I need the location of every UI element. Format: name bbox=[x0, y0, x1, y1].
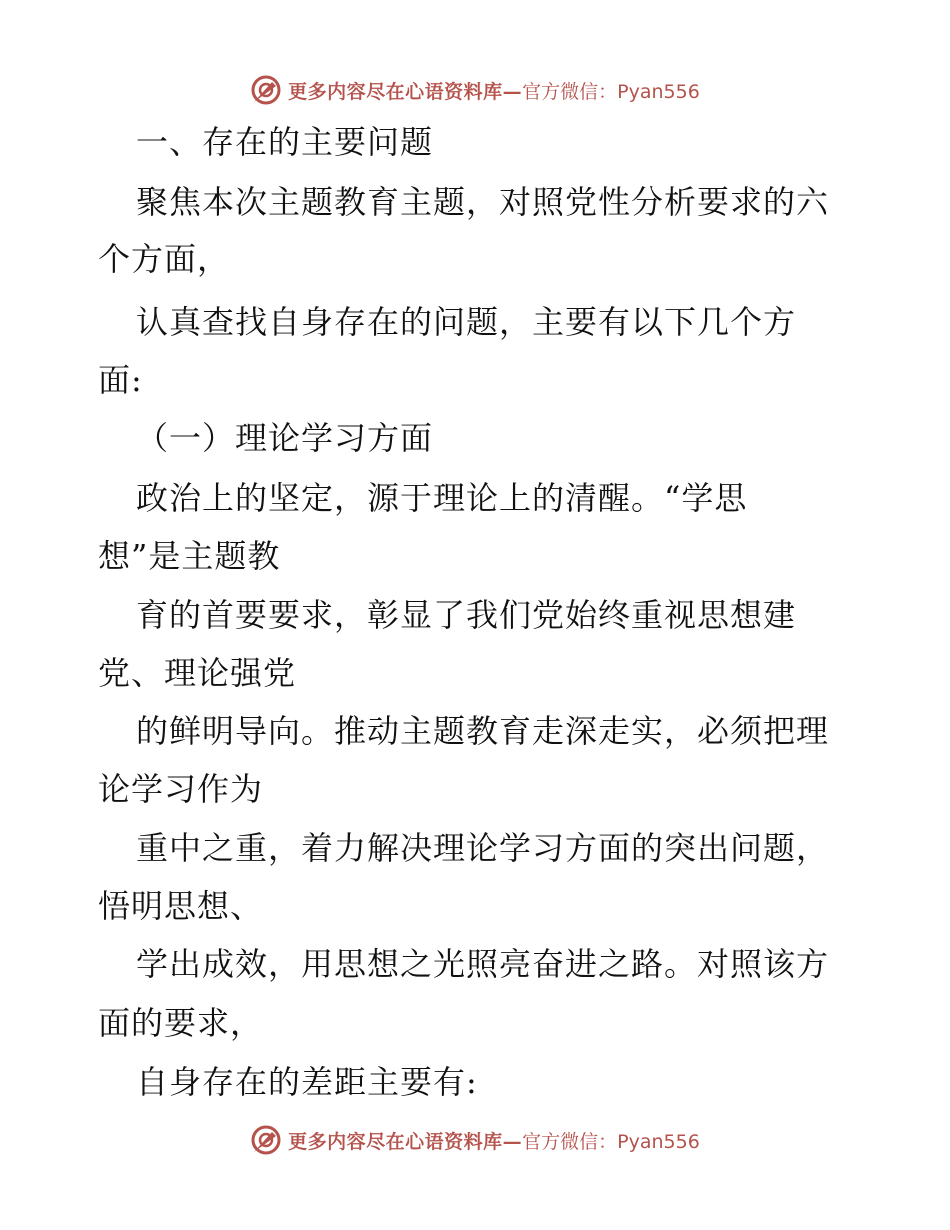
paragraph-line: 学出成效，用思想之光照亮奋进之路。对照该方 bbox=[136, 945, 830, 983]
paragraph-line: 育的首要要求，彰显了我们党始终重视思想建 bbox=[136, 596, 797, 634]
paragraph-line: 党、理论强党 bbox=[98, 654, 297, 692]
paragraph-line: 想”是主题教 bbox=[98, 537, 281, 575]
paragraph-line: 面的要求， bbox=[98, 1004, 264, 1042]
header-banner-wechat: 官方微信：Pyan556 bbox=[522, 80, 700, 103]
header-watermark-banner bbox=[0, 70, 950, 110]
paragraph-line: 政治上的坚定，源于理论上的清醒。“学思 bbox=[136, 479, 748, 517]
footer-banner-text: 更多内容尽在心语资料库— bbox=[288, 1130, 523, 1153]
paragraph-line: 面: bbox=[98, 361, 143, 399]
paragraph-line: 悟明思想、 bbox=[98, 887, 264, 925]
footer-watermark-banner bbox=[0, 1120, 950, 1160]
paragraph-line: 认真查找自身存在的问题，主要有以下几个方 bbox=[136, 303, 797, 341]
subsection-heading: （一）理论学习方面 bbox=[136, 419, 434, 457]
pen-logo-icon bbox=[250, 1124, 282, 1156]
paragraph-line: 的鲜明导向。推动主题教育走深走实，必须把理 bbox=[136, 712, 830, 750]
pen-logo-icon bbox=[250, 74, 282, 106]
section-heading: 一、存在的主要问题 bbox=[136, 123, 434, 161]
paragraph-line: 自身存在的差距主要有: bbox=[136, 1063, 478, 1101]
header-banner-text: 更多内容尽在心语资料库— bbox=[288, 80, 523, 103]
footer-banner-wechat: 官方微信：Pyan556 bbox=[522, 1130, 700, 1153]
paragraph-line: 聚焦本次主题教育主题，对照党性分析要求的六 bbox=[136, 183, 830, 221]
paragraph-line: 个方面， bbox=[98, 240, 231, 278]
paragraph-line: 重中之重，着力解决理论学习方面的突出问题， bbox=[136, 829, 830, 867]
paragraph-line: 论学习作为 bbox=[98, 770, 264, 808]
